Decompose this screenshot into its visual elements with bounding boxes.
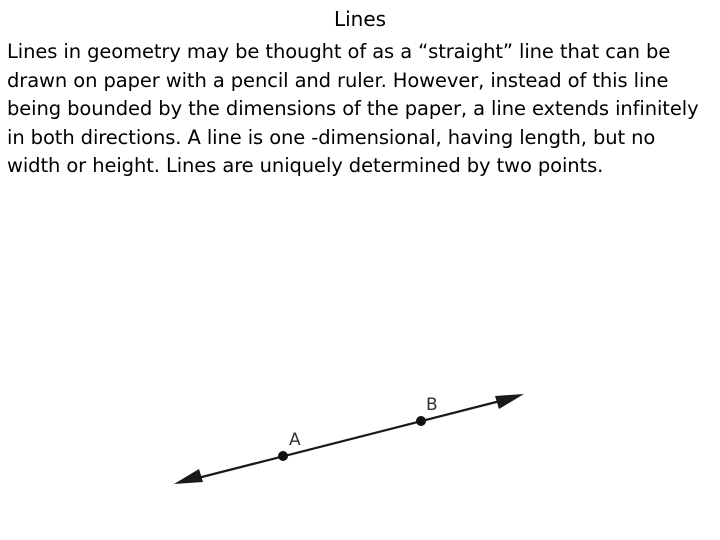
point-b [416, 416, 426, 426]
line-ab [190, 399, 508, 480]
right-arrowhead-icon [495, 394, 524, 409]
slide-title: Lines [333, 7, 387, 31]
point-a [278, 451, 288, 461]
slide-body-text: Lines in geometry may be thought of as a “straight” line that can be drawn on paper with a pencil and ruler. However, instead of this line being bounded by the dimensions of the paper, a line extends infinitely in both directions. A line is one -dimensional, having length, but no width or height. Lines are uniquely determined by two points. [7, 40, 699, 178]
point-a-label: A [289, 430, 301, 450]
point-b-label: B [426, 395, 438, 415]
left-arrowhead-icon [174, 469, 203, 484]
